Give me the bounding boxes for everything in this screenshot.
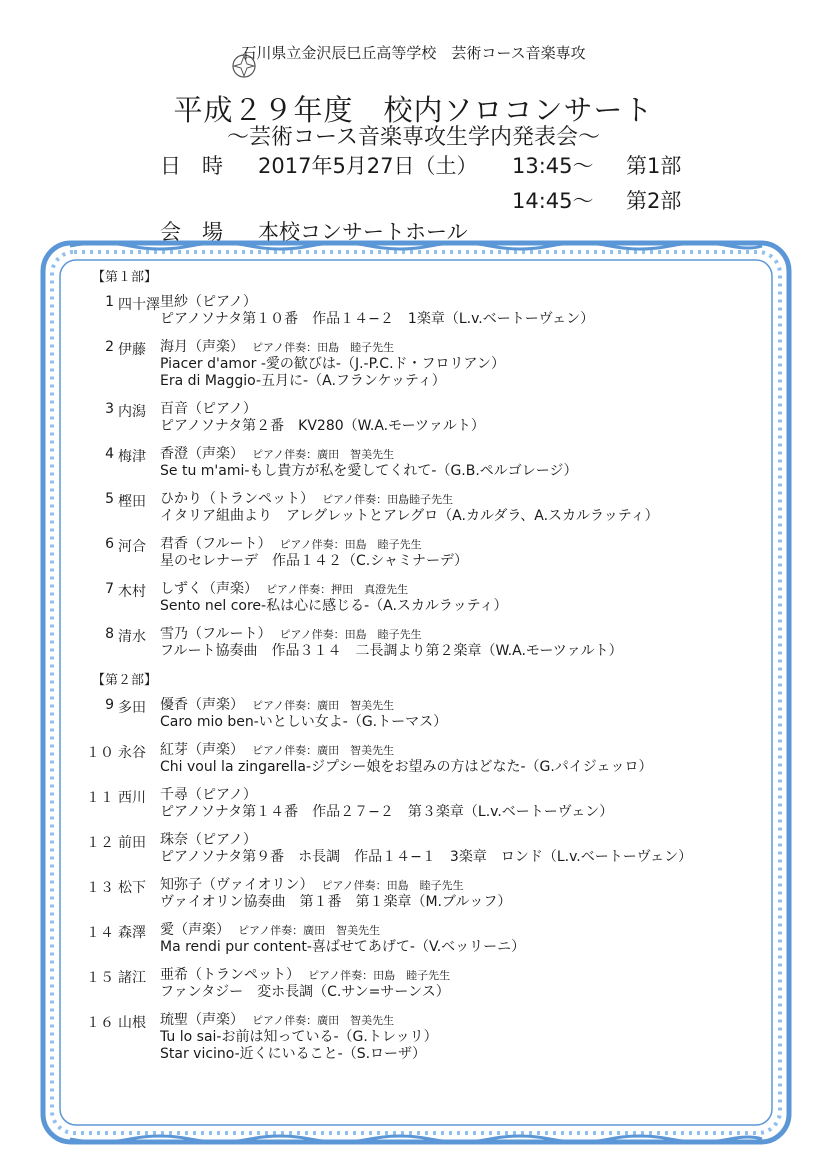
performer-name-instrument: 海月（声楽） — [160, 339, 244, 355]
accompanist: ピアノ伴奏：廣田 智美先生 — [238, 924, 381, 937]
program-entry — [86, 1012, 766, 1063]
concert-title: 平成２９年度 校内ソロコンサート — [173, 93, 654, 127]
program-entry — [86, 536, 766, 570]
performer-family-name: 多田 — [118, 700, 146, 716]
venue-value: 本校コンサートホール — [258, 220, 468, 244]
performer-line — [160, 967, 766, 984]
performer-family-name: 四十澤 — [118, 297, 160, 313]
performer-line — [160, 697, 766, 714]
performer-line — [160, 787, 766, 804]
performer-name-instrument: 雪乃（フルート） — [160, 626, 272, 642]
work-title: ピアノソナタ第１０番 作品１４−２ 1楽章（L.v.ベートーヴェン） — [160, 311, 595, 327]
work-title: 星のセレナーデ 作品１４２（C.シャミナーデ） — [160, 553, 468, 569]
program-entry — [86, 787, 766, 821]
performer-line — [160, 339, 766, 356]
entry-number: 6 — [105, 536, 114, 552]
accompanist: ピアノ伴奏：廣田 智美先生 — [252, 1014, 395, 1027]
performer-family-name: 永谷 — [118, 745, 146, 761]
performer-name-instrument: しずく（声楽） — [160, 581, 258, 597]
entry-number: 7 — [105, 581, 114, 597]
performer-family-name: 木村 — [118, 584, 146, 600]
work-title: ピアノソナタ第９番 ホ長調 作品１４−１ 3楽章 ロンド（L.v.ベートーヴェン） — [160, 849, 693, 865]
performer-line — [160, 536, 766, 553]
entry-number: １５ — [86, 970, 114, 986]
performer-family-name: 前田 — [118, 835, 146, 851]
performer-family-name: 伊藤 — [118, 342, 146, 358]
performer-family-name: 西川 — [118, 790, 146, 806]
program-entry — [86, 581, 766, 615]
entry-number: 1 — [105, 294, 114, 310]
performer-name-instrument: 優香（声楽） — [160, 697, 244, 713]
program-entry — [86, 626, 766, 660]
performer-name-instrument: 千尋（ピアノ） — [160, 787, 257, 803]
work-title: ファンタジー 変ホ長調（C.サン=サーンス） — [160, 984, 450, 1000]
performer-name-instrument: 珠奈（ピアノ） — [160, 832, 257, 848]
program-entry — [86, 294, 766, 328]
entry-number: １２ — [86, 835, 114, 851]
accompanist: ピアノ伴奏：廣田 智美先生 — [252, 699, 395, 712]
work-title: Era di Maggio-五月に-（A.フランケッティ） — [160, 373, 446, 389]
part2-label: 第2部 — [626, 189, 682, 213]
performer-name-instrument: 香澄（声楽） — [160, 446, 244, 462]
accompanist: ピアノ伴奏：押田 真澄先生 — [266, 583, 409, 596]
performer-line — [160, 832, 766, 849]
performer-family-name: 山根 — [118, 1015, 146, 1031]
part1-time: 13:45～ — [512, 154, 594, 178]
work-title: ヴァイオリン協奏曲 第１番 第１楽章（M.ブルッフ） — [160, 894, 512, 910]
performer-family-name: 諸江 — [118, 970, 146, 986]
entry-number: 3 — [105, 401, 114, 417]
work-title: Chi voul la zingarella-ジプシー娘をお望みの方はどなた-（G.パイジェッロ） — [160, 759, 653, 775]
program-entry — [86, 967, 766, 1001]
work-title: Tu lo sai-お前は知っている-（G.トレッリ） — [160, 1029, 438, 1045]
program-entry — [86, 697, 766, 731]
accompanist: ピアノ伴奏：廣田 智美先生 — [252, 448, 395, 461]
program-entry — [86, 446, 766, 480]
program-entry — [86, 401, 766, 435]
entry-number: １１ — [86, 790, 114, 806]
performer-line — [160, 922, 766, 939]
work-title: Caro mio ben-いとしい女よ-（G.トーマス） — [160, 714, 448, 730]
work-title: ピアノソナタ第１４番 作品２７−２ 第３楽章（L.v.ベートーヴェン） — [160, 804, 614, 820]
work-title: ピアノソナタ第２番 KV280（W.A.モーツァルト） — [160, 418, 485, 434]
entry-number: １６ — [86, 1015, 114, 1031]
work-title: Star vicino-近くにいること-（S.ローザ） — [160, 1046, 427, 1062]
section-label: 【第２部】 — [92, 673, 158, 688]
performer-line — [160, 581, 766, 598]
accompanist: ピアノ伴奏：田島 睦子先生 — [308, 969, 451, 982]
performer-name-instrument: 愛（声楽） — [160, 922, 230, 938]
work-title: Se tu m'ami-もし貴方が私を愛してくれて-（G.B.ペルゴレージ） — [160, 463, 578, 479]
entry-number: １０ — [86, 745, 114, 761]
performer-line — [160, 491, 766, 508]
program-entry — [86, 339, 766, 390]
entry-number: 4 — [105, 446, 114, 462]
concert-subtitle: ～芸術コース音楽専攻生学内発表会～ — [227, 125, 600, 150]
performer-name-instrument: 百音（ピアノ） — [160, 401, 257, 417]
part2-time: 14:45～ — [512, 189, 594, 213]
accompanist: ピアノ伴奏：廣田 智美先生 — [252, 744, 395, 757]
performer-name-instrument: 里紗（ピアノ） — [160, 294, 257, 310]
entry-number: １４ — [86, 925, 114, 941]
entry-number: 2 — [105, 339, 114, 355]
accompanist: ピアノ伴奏：田島 睦子先生 — [279, 628, 422, 641]
performer-line — [160, 446, 766, 463]
performer-family-name: 松下 — [118, 880, 146, 896]
performer-line — [160, 294, 766, 311]
program-entry — [86, 922, 766, 956]
performer-family-name: 清水 — [118, 629, 146, 645]
performer-family-name: 樫田 — [118, 494, 146, 510]
performer-name-instrument: 紅芽（声楽） — [160, 742, 244, 758]
work-title: Ma rendi pur content-喜ばせてあげて-（V.ベッリーニ） — [160, 939, 526, 955]
section-label: 【第１部】 — [92, 270, 158, 285]
performer-line — [160, 1012, 766, 1029]
school-name: 石川県立金沢辰巳丘高等学校 芸術コース音楽専攻 — [241, 44, 586, 62]
performer-name-instrument: 亜希（トランペット） — [160, 967, 300, 983]
entry-number: 9 — [105, 697, 114, 713]
work-title: Piacer d'amor -愛の歓びは-（J.-P.C.ド・フロリアン） — [160, 356, 505, 372]
performer-name-instrument: 琉聖（声楽） — [160, 1012, 244, 1028]
program-entry — [86, 491, 766, 525]
part1-label: 第1部 — [626, 154, 682, 178]
work-title: イタリア組曲より アレグレットとアレグロ（A.カルダラ、A.スカルラッティ） — [160, 508, 659, 524]
performer-name-instrument: 知弥子（ヴァイオリン） — [160, 877, 314, 893]
program-entry — [86, 832, 766, 866]
performer-family-name: 梅津 — [118, 449, 146, 465]
performer-line — [160, 742, 766, 759]
accompanist: ピアノ伴奏：田島睦子先生 — [322, 493, 454, 506]
performer-family-name: 森澤 — [118, 925, 146, 941]
work-title: フルート協奏曲 作品３１４ 二長調より第２楽章（W.A.モーツァルト） — [160, 643, 623, 659]
performer-line — [160, 877, 766, 894]
work-title: Sento nel core-私は心に感じる-（A.スカルラッティ） — [160, 598, 508, 614]
performer-line — [160, 401, 766, 418]
entry-number: 8 — [105, 626, 114, 642]
performer-name-instrument: ひかり（トランペット） — [160, 491, 314, 507]
performer-family-name: 内潟 — [118, 404, 146, 420]
accompanist: ピアノ伴奏：田島 睦子先生 — [321, 879, 464, 892]
venue-label: 会 場 — [160, 220, 223, 244]
entry-number: 5 — [105, 491, 114, 507]
accompanist: ピアノ伴奏：田島 睦子先生 — [252, 341, 395, 354]
program-list — [86, 268, 766, 1074]
accompanist: ピアノ伴奏：田島 睦子先生 — [279, 538, 422, 551]
performer-family-name: 河合 — [118, 539, 146, 555]
program-entry — [86, 742, 766, 776]
date-label: 日 時 — [160, 154, 223, 178]
program-entry — [86, 877, 766, 911]
performer-line — [160, 626, 766, 643]
performer-name-instrument: 君香（フルート） — [160, 536, 272, 552]
entry-number: １３ — [86, 880, 114, 896]
date-value: 2017年5月27日（土） — [258, 154, 478, 178]
